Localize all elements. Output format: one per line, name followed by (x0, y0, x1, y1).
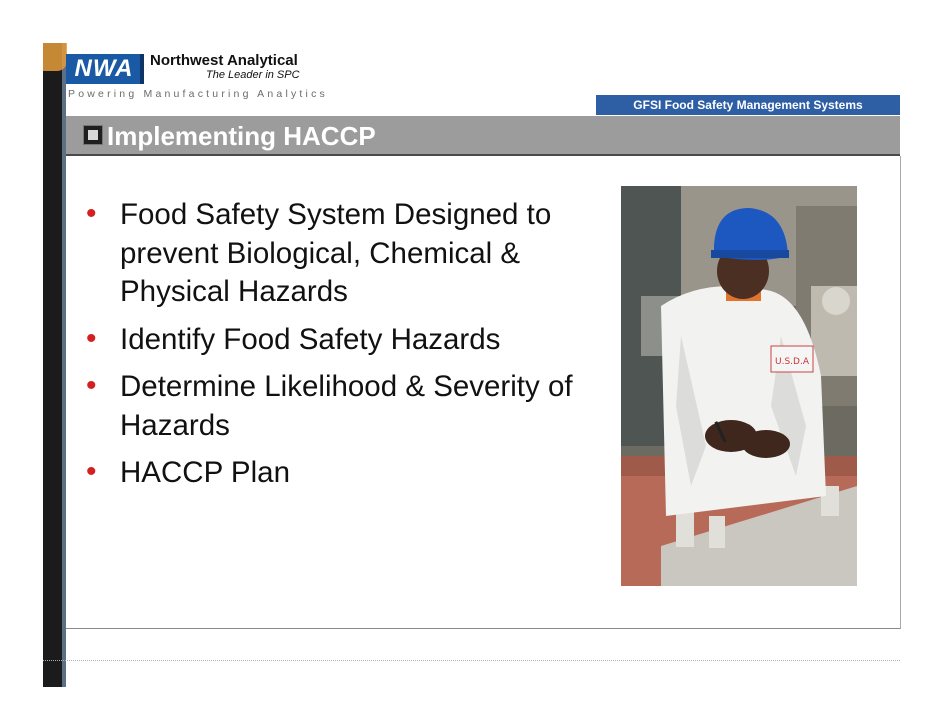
left-decor-bar (43, 43, 63, 687)
company-name: Northwest Analytical (150, 52, 298, 69)
bullet-item: • Food Safety System Designed to prevent Biological, Chemical & Physical Hazards (86, 197, 552, 308)
bullet-marker: • (86, 321, 97, 355)
usda-badge: U.S.D.A (775, 357, 809, 367)
logo-corner-mark (43, 43, 67, 71)
header-tab: GFSI Food Safety Management Systems (596, 95, 900, 115)
worker-photo (621, 186, 857, 586)
slide-title-icon (83, 125, 103, 145)
footer-divider (43, 660, 900, 661)
nwa-logo: NWA (66, 54, 142, 84)
bullet-item: • HACCP Plan (86, 455, 290, 489)
nwa-logo-shadow (140, 54, 144, 84)
company-tagline: The Leader in SPC (206, 69, 300, 81)
bullet-marker: • (86, 369, 97, 402)
company-strapline: Powering Manufacturing Analytics (68, 88, 328, 100)
bullet-marker: • (86, 455, 97, 488)
slide-title: Implementing HACCP (107, 121, 376, 151)
bullet-item: • Identify Food Safety Hazards (86, 321, 501, 356)
bullet-item: • Determine Likelihood & Severity of Hazards (86, 369, 573, 442)
bullet-marker: • (86, 197, 97, 230)
bullet-list (86, 196, 606, 502)
